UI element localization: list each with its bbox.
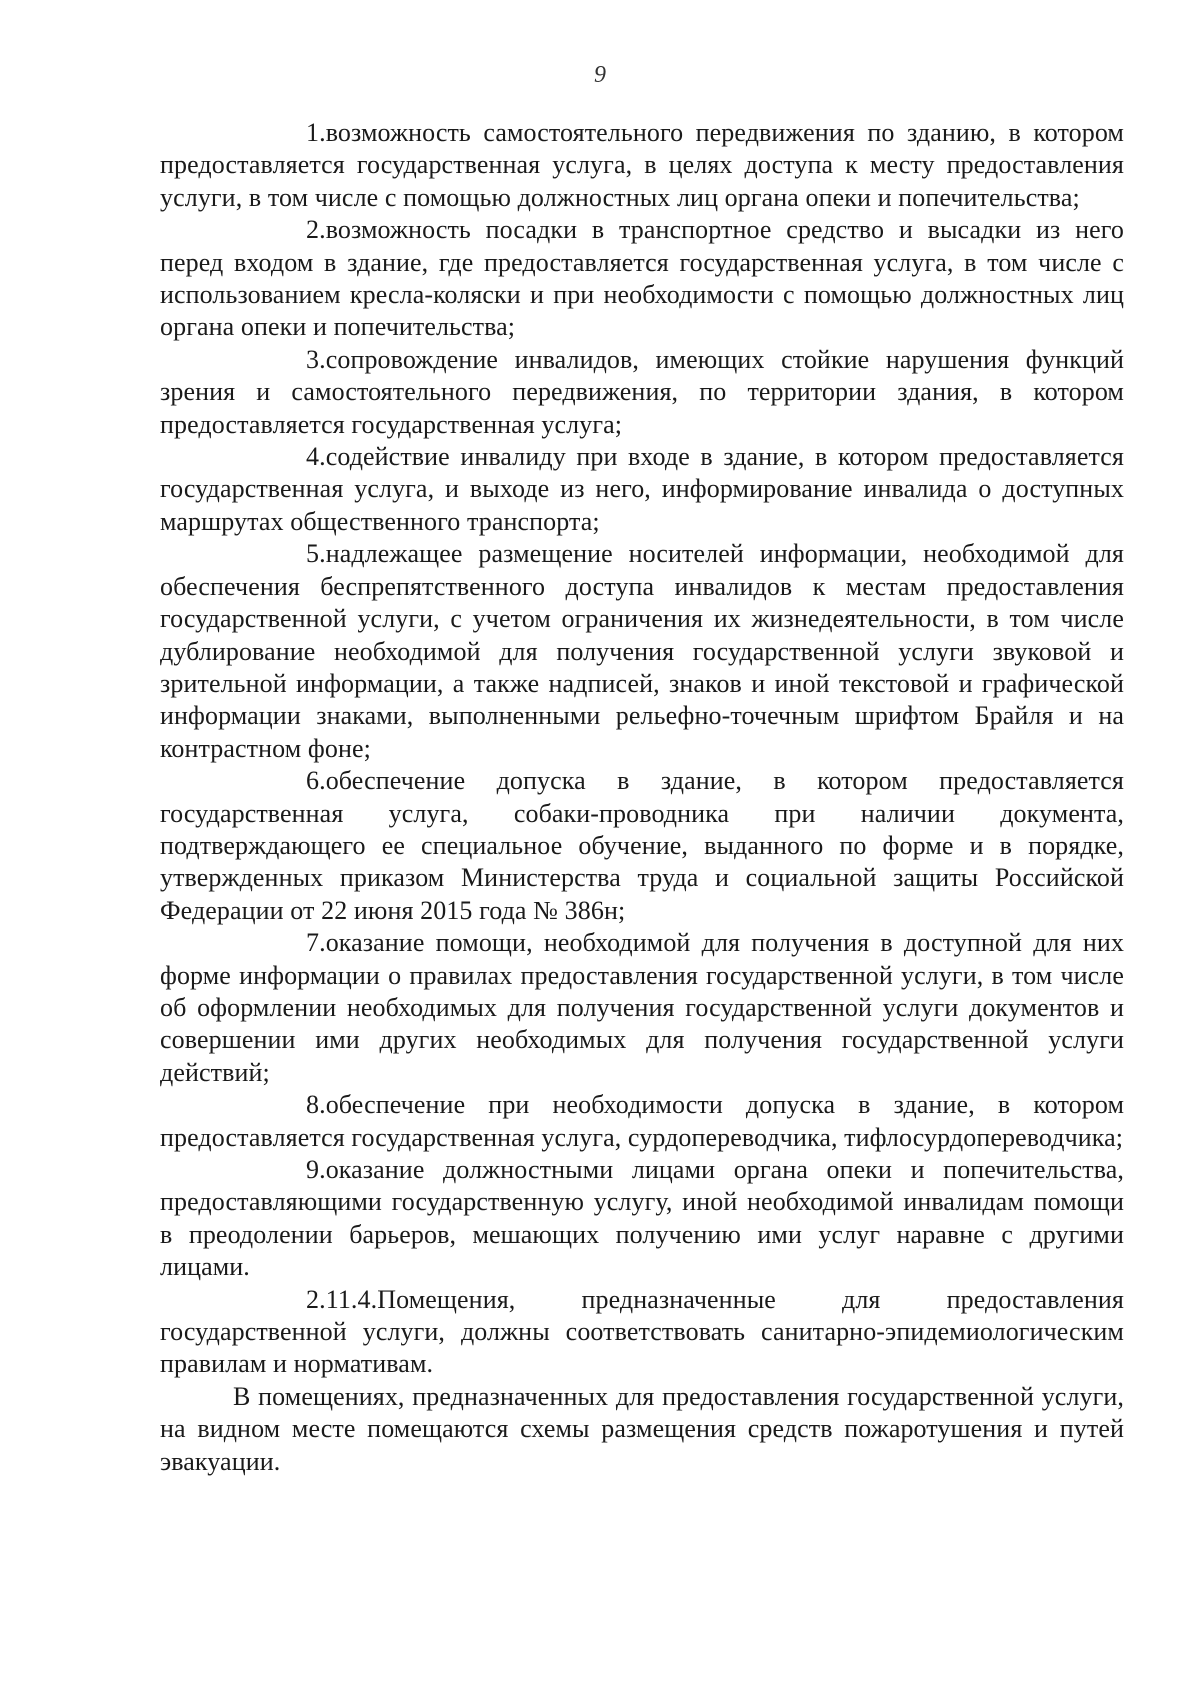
item-text: содействие инвалиду при входе в здание, в котором предоставляется государственная услуга, и выходе из него, информирование инвалида о доступных маршрутах общественного транспорта; bbox=[160, 442, 1124, 536]
list-item-7 bbox=[160, 927, 1124, 1089]
closing-paragraph bbox=[160, 1381, 1124, 1478]
list-item-9 bbox=[160, 1154, 1124, 1284]
item-text: оказание помощи, необходимой для получения в доступной для них форме информации о правилах предоставления государственной услуги, в том числе об оформлении необходимых для получения государственной услуги документов и совершении ими других необходимых для получения государственной услуги действий; bbox=[160, 928, 1124, 1087]
item-number: 6. bbox=[306, 766, 326, 796]
item-number: 2. bbox=[306, 215, 326, 245]
list-item-3 bbox=[160, 344, 1124, 441]
item-number: 3. bbox=[306, 344, 326, 374]
item-number: 8. bbox=[306, 1090, 326, 1120]
list-item-5 bbox=[160, 538, 1124, 765]
section-2-11-4 bbox=[160, 1284, 1124, 1381]
item-number: 1. bbox=[306, 118, 326, 147]
list-item-1 bbox=[160, 117, 1124, 214]
list-item-2 bbox=[160, 214, 1124, 344]
item-text: возможность посадки в транспортное средство и высадки из него перед входом в здание, где предоставляется государственная услуга, в том числе с использованием кресла-коляски и при необходимости с помощью должностных лиц органа опеки и попечительства; bbox=[160, 215, 1124, 342]
item-number: 7. bbox=[306, 928, 326, 958]
section-number: 2.11.4. bbox=[306, 1284, 378, 1314]
document-body bbox=[160, 117, 1124, 1478]
page-number: 9 bbox=[594, 62, 606, 88]
item-text: оказание должностными лицами органа опеки и попечительства, предоставляющими государственную услугу, иной необходимой инвалидам помощи в преодолении барьеров, мешающих получению ими услуг наравне с другими лицами. bbox=[160, 1155, 1124, 1282]
list-item-6 bbox=[160, 765, 1124, 927]
item-text: обеспечение при необходимости допуска в здание, в котором предоставляется государственная услуга, сурдопереводчика, тифлосурдопереводчика; bbox=[160, 1090, 1124, 1152]
item-number: 4. bbox=[306, 442, 326, 472]
item-text: надлежащее размещение носителей информации, необходимой для обеспечения беспрепятственного доступа инвалидов к местам предоставления государственной услуги, с учетом ограничения их жизнедеятельности, в том числе дублирование необходимой для получения государственной услуги звуковой и зрительной информации, а также надписей, знаков и иной текстовой и графической информации знаками, выполненными рельефно-точечным шрифтом Брайля и на контрастном фоне; bbox=[160, 539, 1124, 763]
section-text: Помещения, предназначенные для предоставления государственной услуги, должны соответствовать санитарно-эпидемиологическим правилам и нормативам. bbox=[160, 1284, 1124, 1379]
list-item-8 bbox=[160, 1089, 1124, 1154]
item-number: 9. bbox=[306, 1155, 326, 1184]
item-text: обеспечение допуска в здание, в котором предоставляется государственная услуга, собаки-проводника при наличии документа, подтверждающего ее специальное обучение, выданного по форме и в порядке, утвержденных приказом Министерства труда и социальной защиты Российской Федерации от 22 июня 2015 года № 386н; bbox=[160, 766, 1124, 925]
item-number: 5. bbox=[306, 539, 326, 569]
list-item-4 bbox=[160, 441, 1124, 538]
item-text: возможность самостоятельного передвижения по зданию, в котором предоставляется государственная услуга, в целях доступа к месту предоставления услуги, в том числе с помощью должностных лиц органа опеки и попечительства; bbox=[160, 118, 1124, 212]
item-text: сопровождение инвалидов, имеющих стойкие нарушения функций зрения и самостоятельного передвижения, по территории здания, в котором предоставляется государственная услуга; bbox=[160, 344, 1124, 439]
paragraph-text: В помещениях, предназначенных для предоставления государственной услуги, на видном месте помещаются схемы размещения средств пожаротушения и путей эвакуации. bbox=[160, 1381, 1124, 1476]
